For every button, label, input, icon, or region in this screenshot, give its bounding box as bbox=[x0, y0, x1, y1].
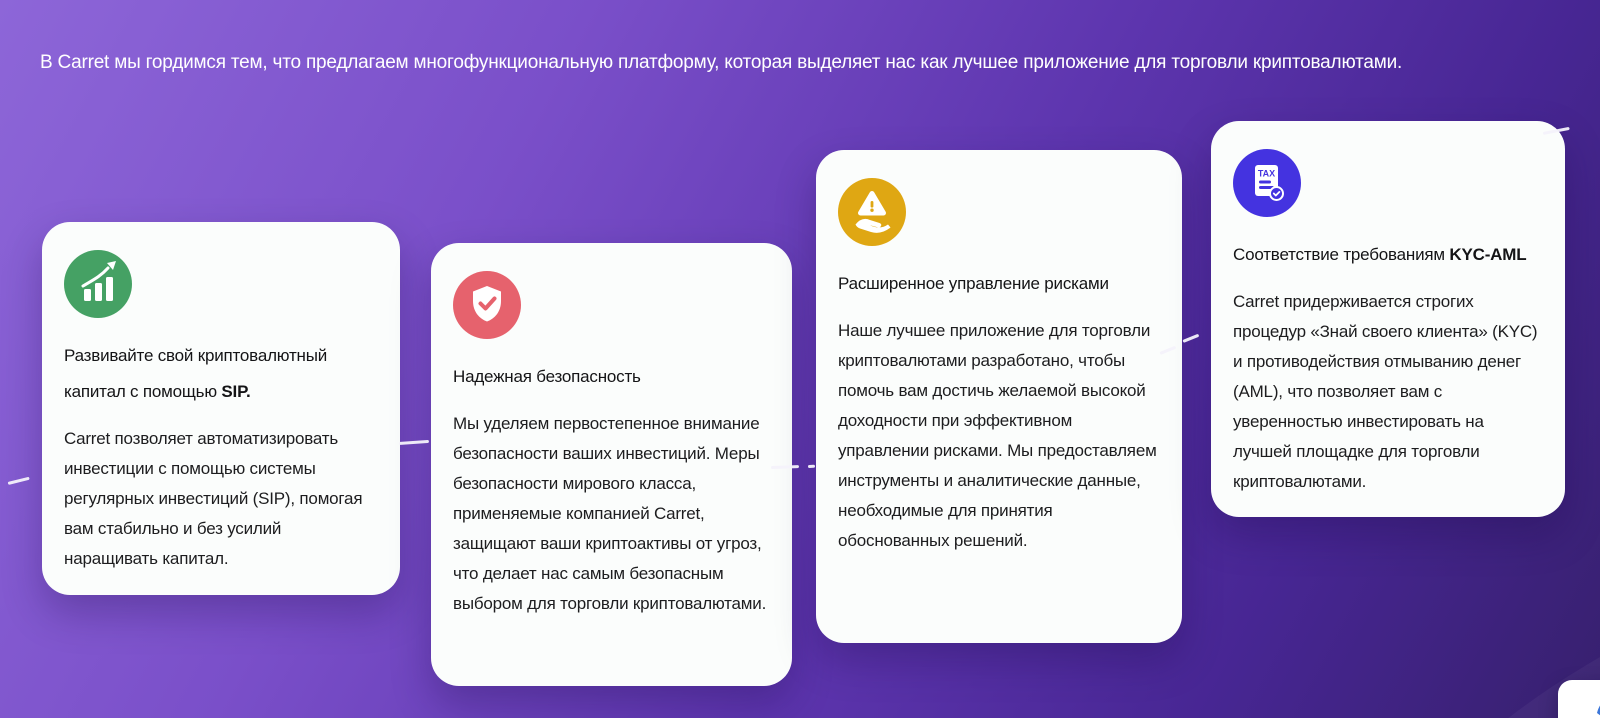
card-title: Надежная безопасность bbox=[453, 367, 641, 386]
feature-card-security bbox=[431, 243, 792, 686]
chat-icon bbox=[1592, 688, 1600, 718]
feature-card-risk bbox=[816, 150, 1182, 643]
dashed-connector-segment bbox=[1182, 334, 1199, 343]
shield-check-icon bbox=[453, 271, 521, 339]
background-circle-decoration bbox=[1185, 548, 1600, 718]
card-body: Мы уделяем первостепенное внимание безопасности ваших инвестиций. Меры безопасности мирового класса, применяемые компанией Carret, защищают ваши криптоактивы от угроз, что делает нас самым безопасным выбором для торговли криптовалютами. bbox=[453, 414, 767, 613]
dashed-connector-segment bbox=[399, 440, 429, 445]
feature-card-sip bbox=[42, 222, 400, 595]
card-body: Carret позволяет автоматизировать инвестиции с помощью системы регулярных инвестиций (SIP), помогая вам стабильно и без усилий наращивать капитал. bbox=[64, 429, 363, 568]
card-title: Расширенное управление рисками bbox=[838, 274, 1109, 293]
dashed-connector-segment bbox=[8, 477, 30, 485]
card-body: Carret придерживается строгих процедур «Знай своего клиента» (KYC) и противодействия отмыванию денег (AML), что позволяет вам с уверенностью инвестировать на лучшей площадке для торговли криптовалютами. bbox=[1233, 292, 1538, 491]
chat-widget-button[interactable] bbox=[1558, 680, 1600, 718]
card-title: Соответствие требованиям KYC-AML bbox=[1233, 245, 1527, 264]
dashed-connector-segment bbox=[808, 465, 815, 468]
growth-chart-icon bbox=[64, 250, 132, 318]
tax-document-check-icon bbox=[1233, 149, 1301, 217]
svg-text:TAX: TAX bbox=[1257, 168, 1276, 179]
section-intro-text: В Carret мы гордимся тем, что предлагаем многофункциональную платформу, которая выделяет нас как лучшее приложение для торговли криптовалютами. bbox=[40, 52, 1403, 73]
card-title: Развивайте свой криптовалютный капитал с помощью SIP. bbox=[64, 346, 328, 401]
feature-card-kyc-aml bbox=[1211, 121, 1565, 517]
card-body: Наше лучшее приложение для торговли криптовалютами разработано, чтобы помочь вам достичь желаемой высокой доходности при эффективном управлении рисками. Мы предоставляем инструменты и аналитические данные, необходимые для принятия обоснованных решений. bbox=[838, 321, 1157, 550]
dashed-connector-segment bbox=[771, 465, 799, 469]
risk-warning-hand-icon bbox=[838, 178, 906, 246]
